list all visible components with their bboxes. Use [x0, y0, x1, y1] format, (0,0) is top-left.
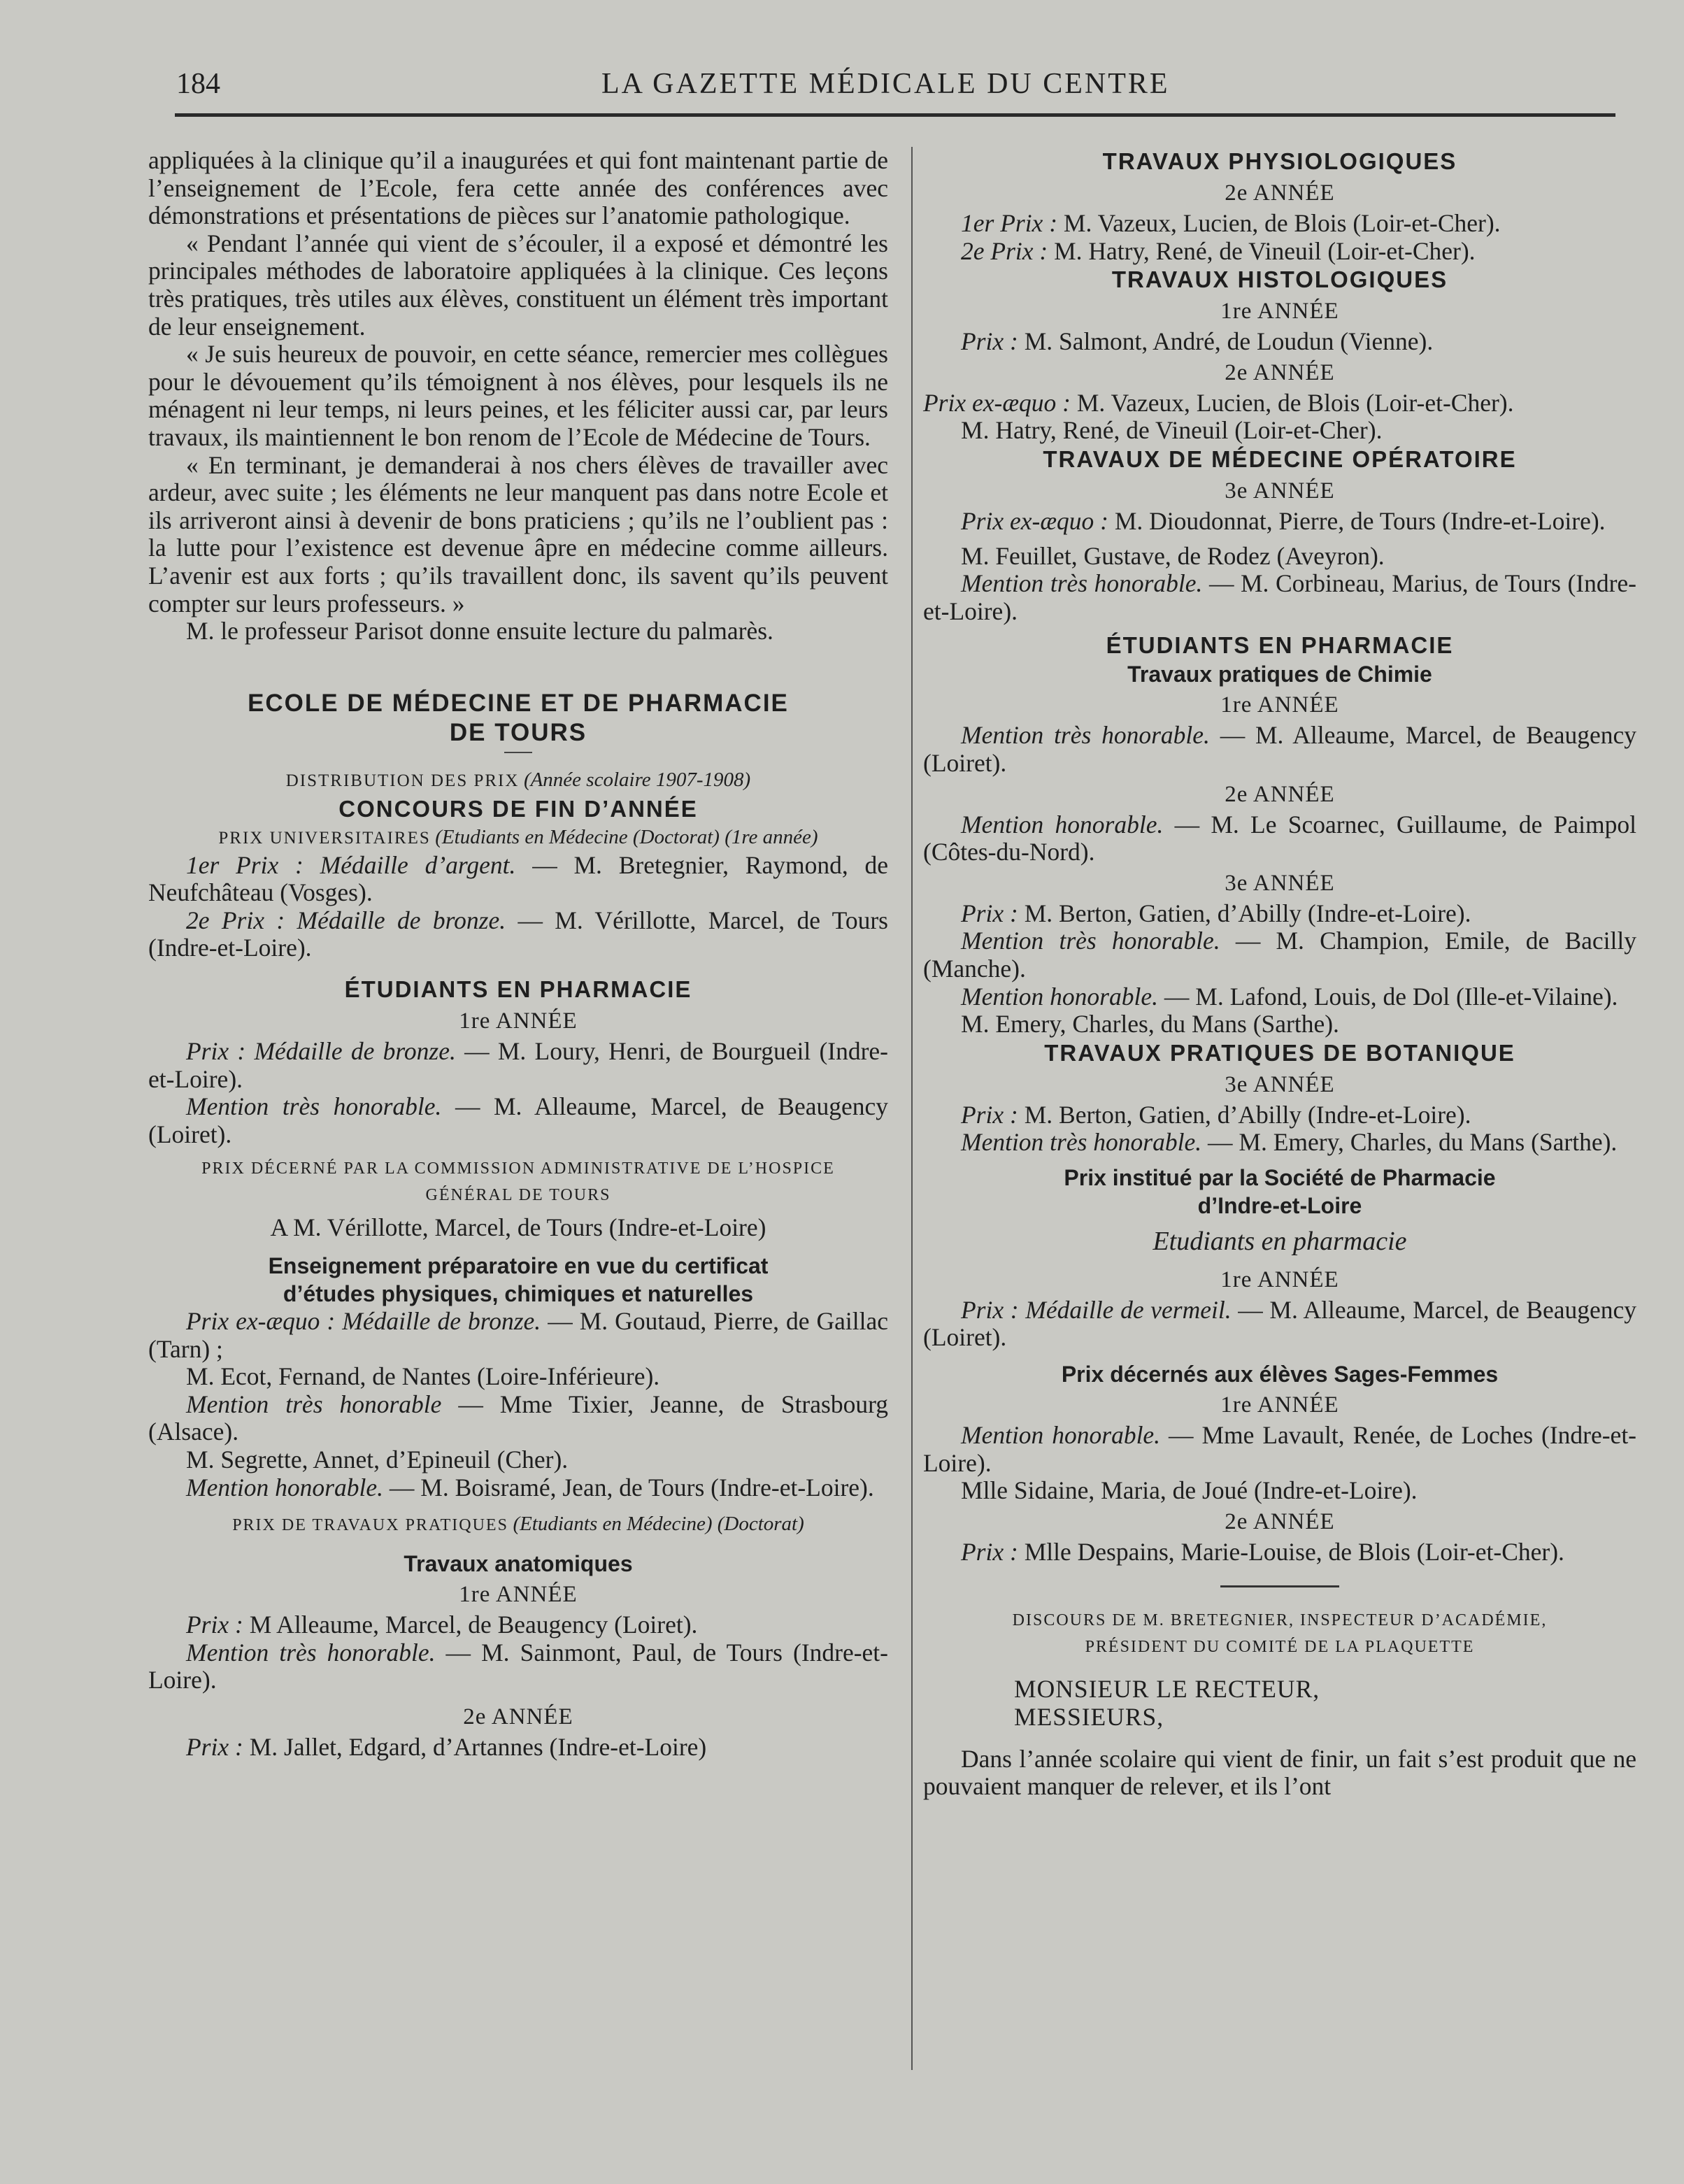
- prize-entry: Prix : M. Salmont, André, de Loudun (Vienne).: [961, 327, 1434, 356]
- section-heading: TRAVAUX PHYSIOLOGIQUES: [1102, 148, 1457, 174]
- travaux-pratiques-heading: PRIX DE TRAVAUX PRATIQUES (Etudiants en Médecine) (Doctorat): [232, 1513, 804, 1536]
- prize-entry: Prix : M. Berton, Gatien, d’Abilly (Indre-et-Loire).: [961, 1100, 1471, 1129]
- prize-entry: 2e Prix : M. Hatry, René, de Vineuil (Loir-et-Cher).: [961, 236, 1476, 265]
- year-heading: 1re ANNÉE: [1220, 692, 1339, 718]
- prize-entry: Mention très honorable. — M. Corbineau, Marius, de Tours (Indre-et-Loire).: [923, 569, 1636, 625]
- prize-entry: Prix : Mlle Despains, Marie-Louise, de Blois (Loir-et-Cher).: [961, 1537, 1564, 1566]
- left-column: [148, 147, 888, 1762]
- prize-entry: 2e Prix : Médaille de bronze. — M. Vérillotte, Marcel, de Tours (Indre-et-Loire).: [148, 906, 888, 962]
- prize-entry: Prix ex-æquo : Médaille de bronze. — M. Goutaud, Pierre, de Gaillac (Tarn) ;: [148, 1307, 889, 1363]
- year-heading: 2e ANNÉE: [1225, 1508, 1335, 1534]
- prize-entry: M. Emery, Charles, du Mans (Sarthe).: [961, 1010, 1339, 1039]
- prize-entry: Prix : Médaille de bronze. — M. Loury, Henri, de Bourgueil (Indre-et-Loire).: [148, 1037, 888, 1093]
- section-heading: ÉTUDIANTS EN PHARMACIE: [344, 976, 692, 1003]
- right-column: [923, 147, 1636, 1801]
- prize-entry: Prix ex-æquo : M. Vazeux, Lucien, de Blois (Loir-et-Cher).: [923, 388, 1514, 417]
- prize-entry: Prix : M. Jallet, Edgard, d’Artannes (Indre-et-Loire): [186, 1732, 707, 1761]
- paragraph: M. le professeur Parisot donne ensuite lecture du palmarès.: [186, 617, 773, 645]
- year-heading: 2e ANNÉE: [463, 1704, 573, 1729]
- prize-entry: Mention très honorable — Mme Tixier, Jeanne, de Strasbourg (Alsace).: [148, 1390, 889, 1446]
- prize-entry: 1er Prix : Médaille d’argent. — M. Bretegnier, Raymond, de Neufchâteau (Vosges).: [148, 850, 888, 907]
- salutation: MONSIEUR LE RECTEUR,: [1014, 1675, 1320, 1704]
- section-heading: d’Indre-et-Loire: [1197, 1192, 1362, 1218]
- divider: [504, 752, 532, 753]
- section-subheading: Etudiants en pharmacie: [1153, 1226, 1407, 1256]
- year-heading: 1re ANNÉE: [459, 1008, 578, 1034]
- paragraph: « En terminant, je demanderai à nos chers élèves de travailler avec ardeur, avec suite ; les éléments ne leur manquent pas dans notre Ecole et ils arriveront ainsi à devenir de bons praticiens ; qu’ils ne l’oublient pas : la lutte pour l’existence est devenue âpre en médecine comme ailleurs. L’avenir est aux forts ; qu’ils travaillent donc, ils savent qu’ils peuvent compter sur leurs professeurs. »: [148, 450, 888, 618]
- column-rule: [911, 147, 913, 2070]
- concours-heading: CONCOURS DE FIN D’ANNÉE: [338, 795, 698, 822]
- year-heading: 1re ANNÉE: [459, 1582, 578, 1608]
- salutation: MESSIEURS,: [1014, 1703, 1164, 1732]
- year-heading: 1re ANNÉE: [1220, 1392, 1339, 1418]
- paragraph: Dans l’année scolaire qui vient de finir, un fait s’est produit que ne pouvaient manquer de relever, et ils l’ont: [923, 1744, 1636, 1801]
- prize-entry: Mention très honorable. — M. Sainmont, Paul, de Tours (Indre-et-Loire).: [148, 1638, 888, 1694]
- divider: [1220, 1585, 1339, 1587]
- section-heading: Prix décernés aux élèves Sages-Femmes: [1061, 1362, 1499, 1387]
- prize-entry: Mention honorable. — Mme Lavault, Renée, de Loches (Indre-et-Loire).: [923, 1421, 1636, 1477]
- section-heading: ÉTUDIANTS EN PHARMACIE: [1106, 632, 1454, 659]
- paragraph: « Pendant l’année qui vient de s’écouler, il a exposé et démontré les principales méthodes de laboratoire appliquées à la clinique. Ces leçons très pratiques, très utiles aux élèves, constituent un élément très important de leur enseignement.: [148, 229, 888, 341]
- prize-entry: Mention très honorable. — M. Champion, Emile, de Bacilly (Manche).: [923, 927, 1636, 983]
- paragraph: « Je suis heureux de pouvoir, en cette séance, remercier mes collègues pour le dévouement qu’ils témoignent à nos élèves, pour lesquels ils ne ménagent ni leur temps, ni leurs peines, et les féliciter aussi car, par leurs travaux, ils maintiennent le bon renom de l’Ecole de Médecine de Tours.: [148, 340, 888, 451]
- section-heading: Prix institué par la Société de Pharmacie: [1064, 1164, 1496, 1190]
- speech-heading: PRÉSIDENT DU COMITÉ DE LA PLAQUETTE: [1085, 1638, 1475, 1657]
- journal-title: LA GAZETTE MÉDICALE DU CENTRE: [601, 68, 1170, 100]
- header-rule: [175, 113, 1615, 117]
- prize-entry: Mlle Sidaine, Maria, de Joué (Indre-et-Loire).: [961, 1476, 1418, 1505]
- prize-entry: M. Ecot, Fernand, de Nantes (Loire-Inférieure).: [186, 1362, 660, 1391]
- section-heading: TRAVAUX PRATIQUES DE BOTANIQUE: [1044, 1039, 1515, 1066]
- section-heading: TRAVAUX HISTOLOGIQUES: [1111, 266, 1448, 293]
- year-heading: 3e ANNÉE: [1225, 870, 1335, 896]
- prize-entry: Mention honorable. — M. Lafond, Louis, de Dol (Ille-et-Vilaine).: [961, 982, 1618, 1011]
- prix-universitaires-heading: PRIX UNIVERSITAIRES (Etudiants en Médecine (Doctorat) (1re année): [218, 825, 818, 848]
- year-heading: 3e ANNÉE: [1225, 1071, 1335, 1097]
- prize-entry: Prix : M Alleaume, Marcel, de Beaugency (Loiret).: [186, 1611, 698, 1639]
- year-heading: 2e ANNÉE: [1225, 359, 1335, 385]
- hospice-heading: PRIX DÉCERNÉ PAR LA COMMISSION ADMINISTRATIVE DE L’HOSPICE: [201, 1159, 835, 1178]
- prize-entry: Prix ex-æquo : M. Dioudonnat, Pierre, de Tours (Indre-et-Loire).: [961, 506, 1606, 535]
- prize-entry: M. Segrette, Annet, d’Epineuil (Cher).: [186, 1446, 569, 1473]
- prize-entry: M. Hatry, René, de Vineuil (Loir-et-Cher).: [961, 416, 1383, 445]
- year-heading: 3e ANNÉE: [1225, 478, 1335, 504]
- section-subheading: Travaux pratiques de Chimie: [1127, 662, 1432, 687]
- school-title: ECOLE DE MÉDECINE ET DE PHARMACIE: [248, 689, 789, 717]
- hospice-heading: GÉNÉRAL DE TOURS: [425, 1186, 611, 1205]
- prize-entry: Prix : M. Berton, Gatien, d’Abilly (Indre-et-Loire).: [961, 899, 1471, 927]
- section-heading: Travaux anatomiques: [404, 1551, 633, 1577]
- section-heading: d’études physiques, chimiques et naturelles: [283, 1281, 754, 1307]
- prize-entry: Mention très honorable. — M. Emery, Charles, du Mans (Sarthe).: [961, 1128, 1618, 1157]
- prize-entry: Mention très honorable. — M. Alleaume, Marcel, de Beaugency (Loiret).: [923, 721, 1636, 777]
- hospice-winner: A M. Vérillotte, Marcel, de Tours (Indre-et-Loire): [270, 1213, 766, 1242]
- paragraph: appliquées à la clinique qu’il a inaugurées et qui font maintenant partie de l’enseignement de l’Ecole, fera cette année des conférences avec démonstrations et présentations de pièces sur l’anatomie pathologique.: [148, 146, 888, 230]
- year-heading: 2e ANNÉE: [1225, 781, 1335, 807]
- section-heading: Enseignement préparatoire en vue du certificat: [268, 1253, 769, 1279]
- year-heading: 2e ANNÉE: [1225, 180, 1335, 206]
- prize-entry: Mention honorable. — M. Le Scoarnec, Guillaume, de Paimpol (Côtes-du-Nord).: [923, 810, 1636, 866]
- school-title: DE TOURS: [449, 718, 587, 746]
- page-number: 184: [176, 68, 220, 100]
- distribution-heading: DISTRIBUTION DES PRIX (Année scolaire 1907-1908): [285, 768, 751, 791]
- year-heading: 1re ANNÉE: [1220, 299, 1339, 324]
- prize-entry: M. Feuillet, Gustave, de Rodez (Aveyron).: [961, 541, 1385, 570]
- prize-entry: Mention très honorable. — M. Alleaume, Marcel, de Beaugency (Loiret).: [148, 1092, 888, 1148]
- prize-entry: 1er Prix : M. Vazeux, Lucien, de Blois (Loir-et-Cher).: [961, 209, 1501, 237]
- speech-heading: DISCOURS DE M. BRETEGNIER, INSPECTEUR D’ACADÉMIE,: [1012, 1611, 1548, 1630]
- prize-entry: Mention honorable. — M. Boisramé, Jean, de Tours (Indre-et-Loire).: [186, 1473, 874, 1501]
- year-heading: 1re ANNÉE: [1220, 1266, 1339, 1292]
- section-heading: TRAVAUX DE MÉDECINE OPÉRATOIRE: [1043, 445, 1517, 472]
- prize-entry: Prix : Médaille de vermeil. — M. Alleaume, Marcel, de Beaugency (Loiret).: [923, 1295, 1636, 1352]
